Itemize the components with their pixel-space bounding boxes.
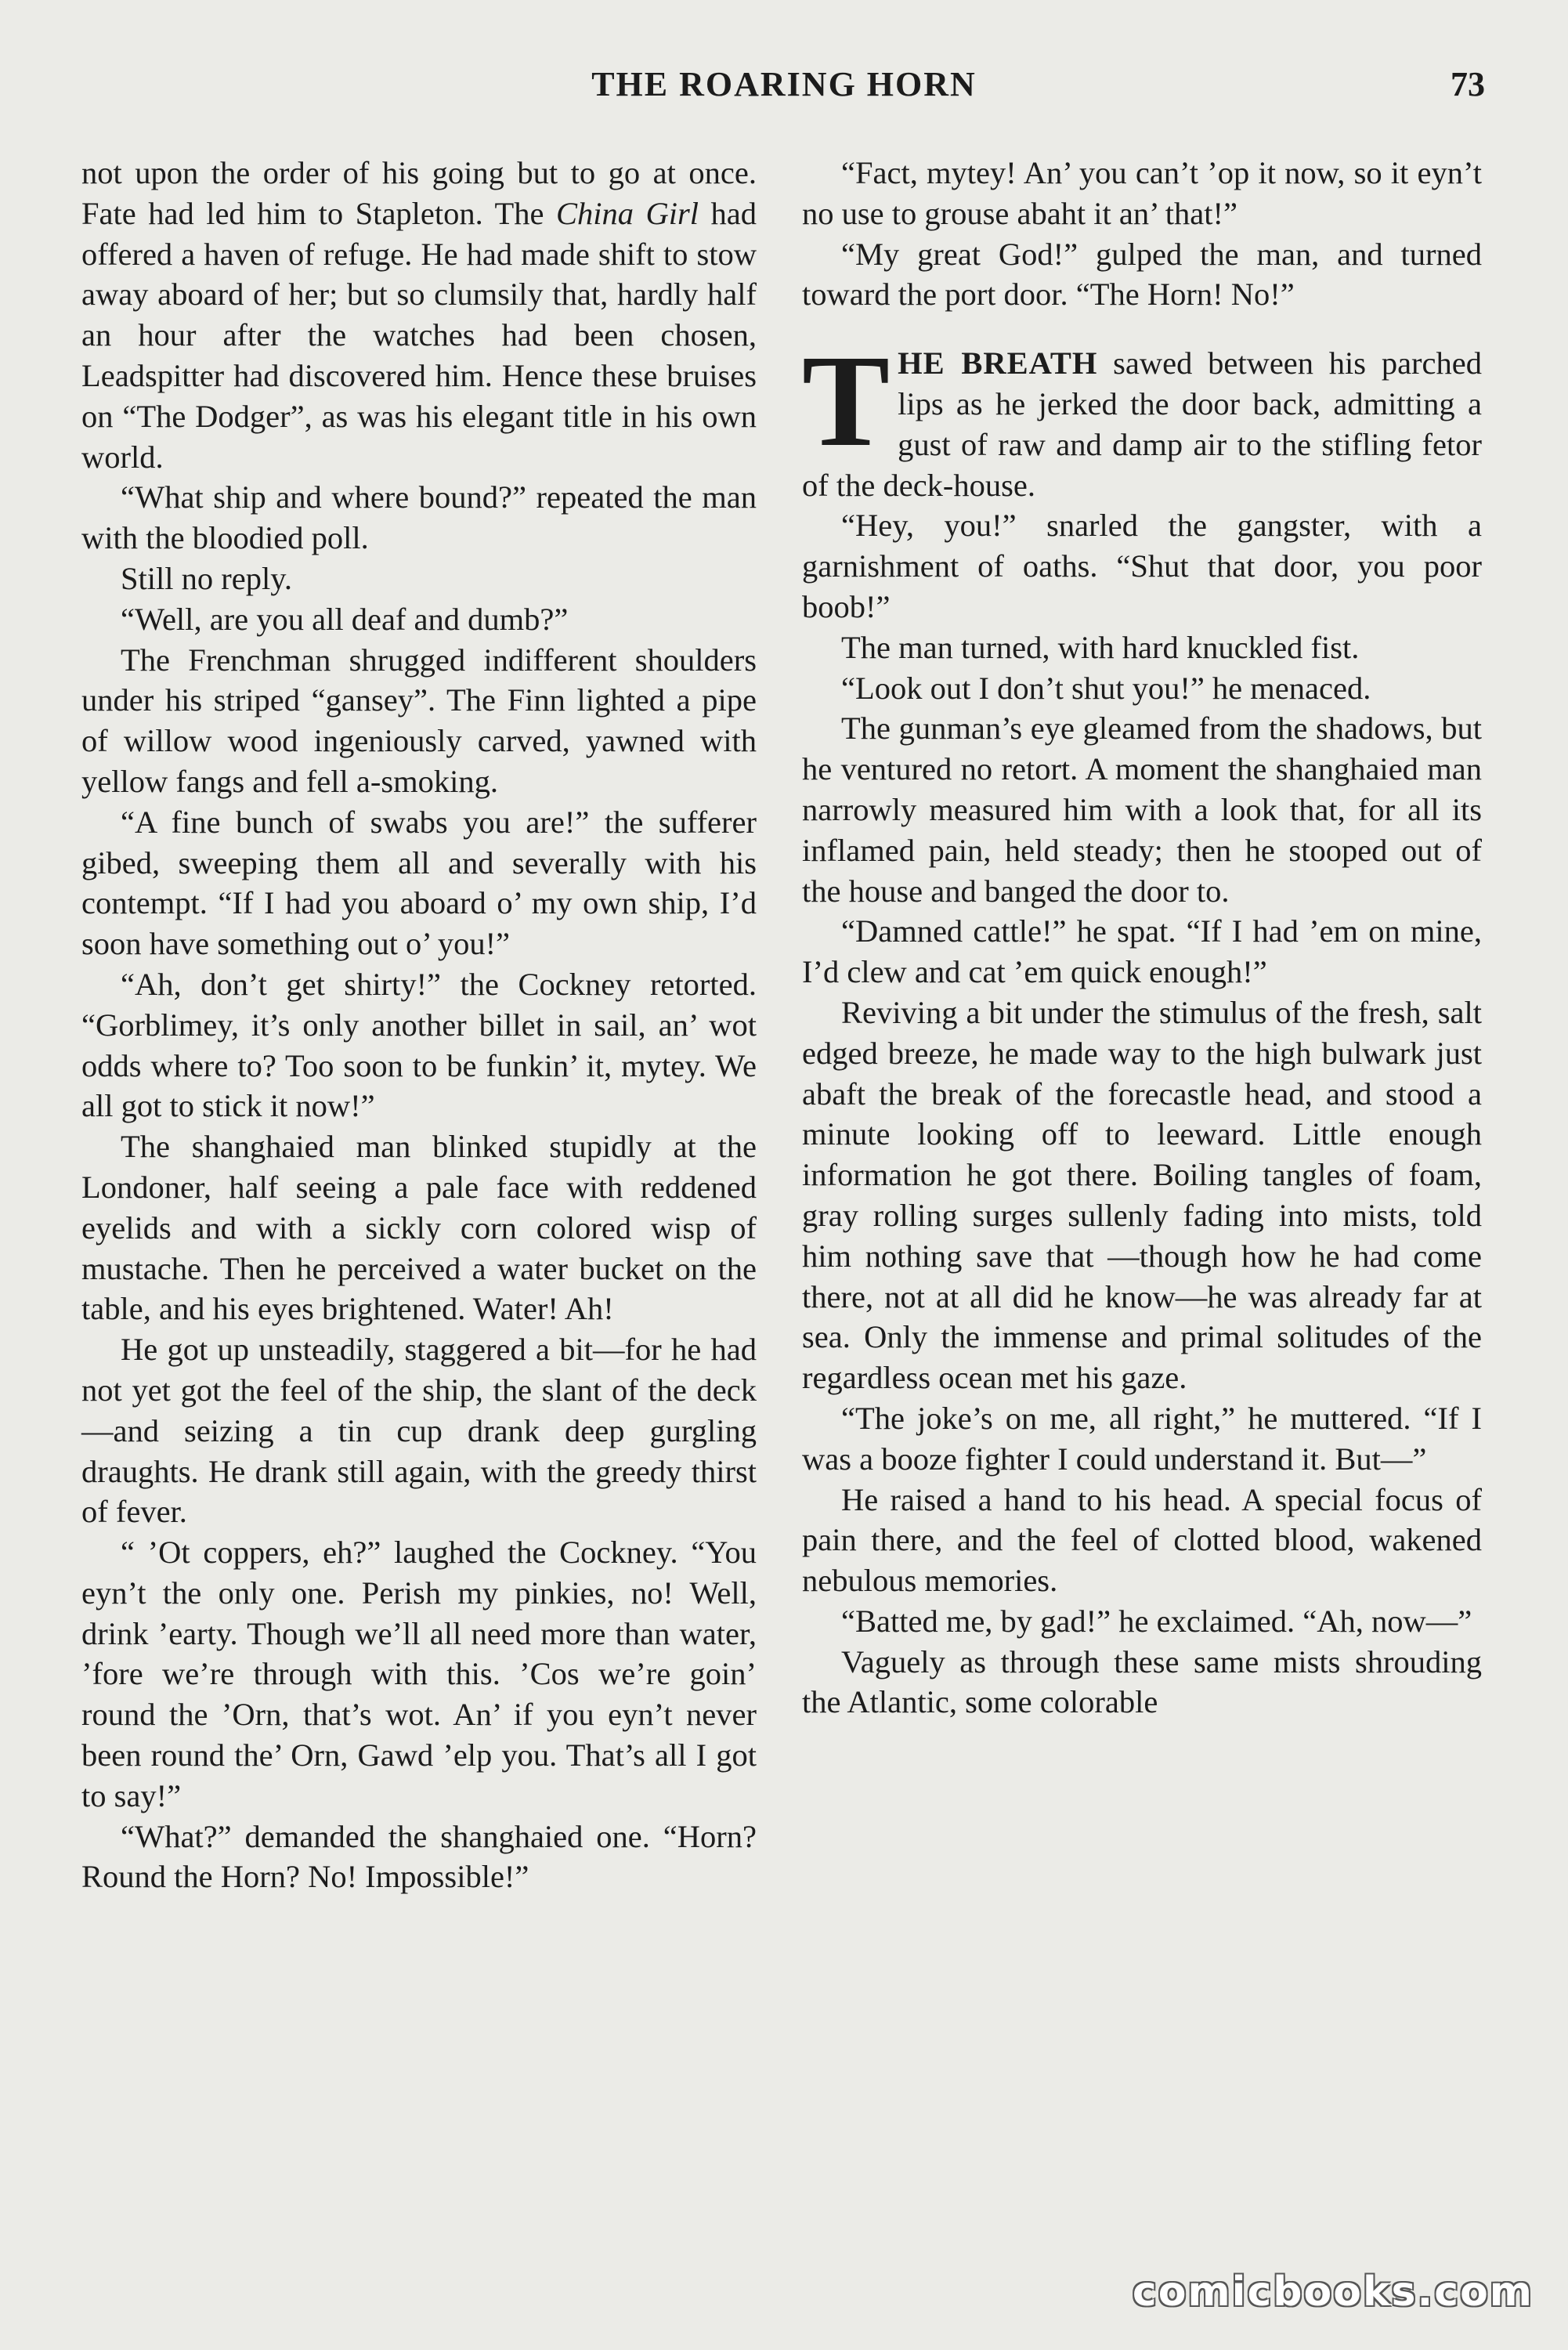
paragraph: He raised a hand to his head. A special focus of pain there, and the feel of clotted blood, wakened nebulous memories. (802, 1481, 1482, 1599)
paragraph: “ ’Ot coppers, eh?” laughed the Cockney. “You eyn’t the only one. Perish my pinkies, no! Well, drink ’earty. Though we’ll all need more than water, ’fore we’re through with this. ’Cos we’re goin’ round the ’Orn, that’s wot. An’ if you eyn’t never been round the’ Orn, Gawd ’elp you. That’s all I got to say!” (81, 1535, 757, 1813)
paragraph: Vaguely as through these same mists shrouding the Atlantic, some colorable (802, 1643, 1482, 1720)
section-opening-paragraph (802, 328, 1482, 505)
drop-cap: T (802, 328, 891, 475)
paragraph: “Well, are you all deaf and dumb?” (121, 601, 569, 637)
ship-name: China Girl (556, 195, 699, 231)
paragraph: “Hey, you!” snarled the gangster, with a garnishment of oaths. “Shut that door, you poor boob!” (802, 508, 1482, 624)
paragraph: “My great God!” gulped the man, and turned toward the port door. “The Horn! No!” (802, 236, 1482, 313)
lead-in-caps: HE BREATH (898, 345, 1098, 381)
paragraph: He got up unsteadily, staggered a bit—for he had not yet got the feel of the ship, the slant of the deck—and seizing a tin cup drank deep gurgling draughts. He drank still again, with the greedy thirst of fever. (81, 1332, 757, 1530)
left-column (81, 153, 757, 1897)
paragraph: The Frenchman shrugged indifferent shoulders under his striped “gansey”. The Finn lighted a pipe of willow wood ingeniously carved, yawned with yellow fangs and fell a-smoking. (81, 642, 757, 799)
paragraph: “What?” demanded the shanghaied one. “Horn? Round the Horn? No! Impossible!” (81, 1818, 757, 1895)
text-run: not upon the order of his going but to go at once. Fate had led him to Stapleton. The (81, 155, 757, 231)
text-run: had offered a haven of refuge. He had made shift to stow away aboard of her; but so clumsily that, hardly half an hour after the watches had been chosen, Leadspitter had discovered him. Hence these bruises on “The Dodger”, as was his elegant title in his own world. (81, 195, 757, 475)
paragraph: “Damned cattle!” he spat. “If I had ’em on mine, I’d clew and cat ’em quick enough!” (802, 913, 1482, 990)
running-title: THE ROARING HORN (591, 65, 977, 103)
paragraph: The gunman’s eye gleamed from the shadows, but he ventured no retort. A moment the shanghaied man narrowly measured him with a look that, for all its inflamed pain, held steady; then he stooped out of the house and banged the door to. (802, 710, 1482, 909)
paragraph: The shanghaied man blinked stupidly at the Londoner, half seeing a pale face with reddened eyelids and with a sickly corn colored wisp of mustache. Then he perceived a water bucket on the table, and his eyes brightened. Water! Ah! (81, 1129, 757, 1327)
paragraph: “What ship and where bound?” repeated the man with the bloodied poll. (81, 479, 757, 556)
paragraph: The man turned, with hard knuckled fist. (841, 629, 1360, 665)
paragraph: “Ah, don’t get shirty!” the Cockney retorted. “Gorblimey, it’s only another billet in sail, an’ wot odds where to? Too soon to be funkin’ it, mytey. We all got to stick it now!” (81, 966, 757, 1124)
paragraph: “A fine bunch of swabs you are!” the sufferer gibed, sweeping them all and severally with his contempt. “If I had you aboard o’ my own ship, I’d soon have something out o’ you!” (81, 804, 757, 962)
page-header (0, 64, 1568, 119)
text-run: sawed between his parched lips as he jerked the door back, admitting a gust of raw and damp air to the stifling fetor of the deck-house. (802, 345, 1482, 503)
paragraph: “The joke’s on me, all right,” he muttered. “If I was a booze fighter I could understand it. But—” (802, 1400, 1482, 1477)
right-column (802, 153, 1482, 1723)
paragraph: “Fact, mytey! An’ you can’t ’op it now, so it eyn’t no use to grouse abaht it an’ that!” (802, 155, 1482, 231)
paragraph: Still no reply. (121, 560, 292, 596)
paragraph (81, 153, 757, 477)
paragraph: “Look out I don’t shut you!” he menaced. (841, 670, 1371, 706)
paragraph: “Batted me, by gad!” he exclaimed. “Ah, now—” (841, 1603, 1472, 1639)
page-number: 73 (1451, 65, 1485, 103)
paragraph: Reviving a bit under the stimulus of the fresh, salt edged breeze, he made way to the high bulwark just abaft the break of the forecastle head, and stood a minute looking off to leeward. Little enough information he got there. Boiling tangles of foam, gray rolling surges sullenly fading into mists, told him nothing save that —though how he had come there, not at all did he know—he was already far at sea. Only the immense and primal solitudes of the regardless ocean met his gaze. (802, 994, 1482, 1396)
watermark: comicbooks.com (1132, 2269, 1534, 2316)
